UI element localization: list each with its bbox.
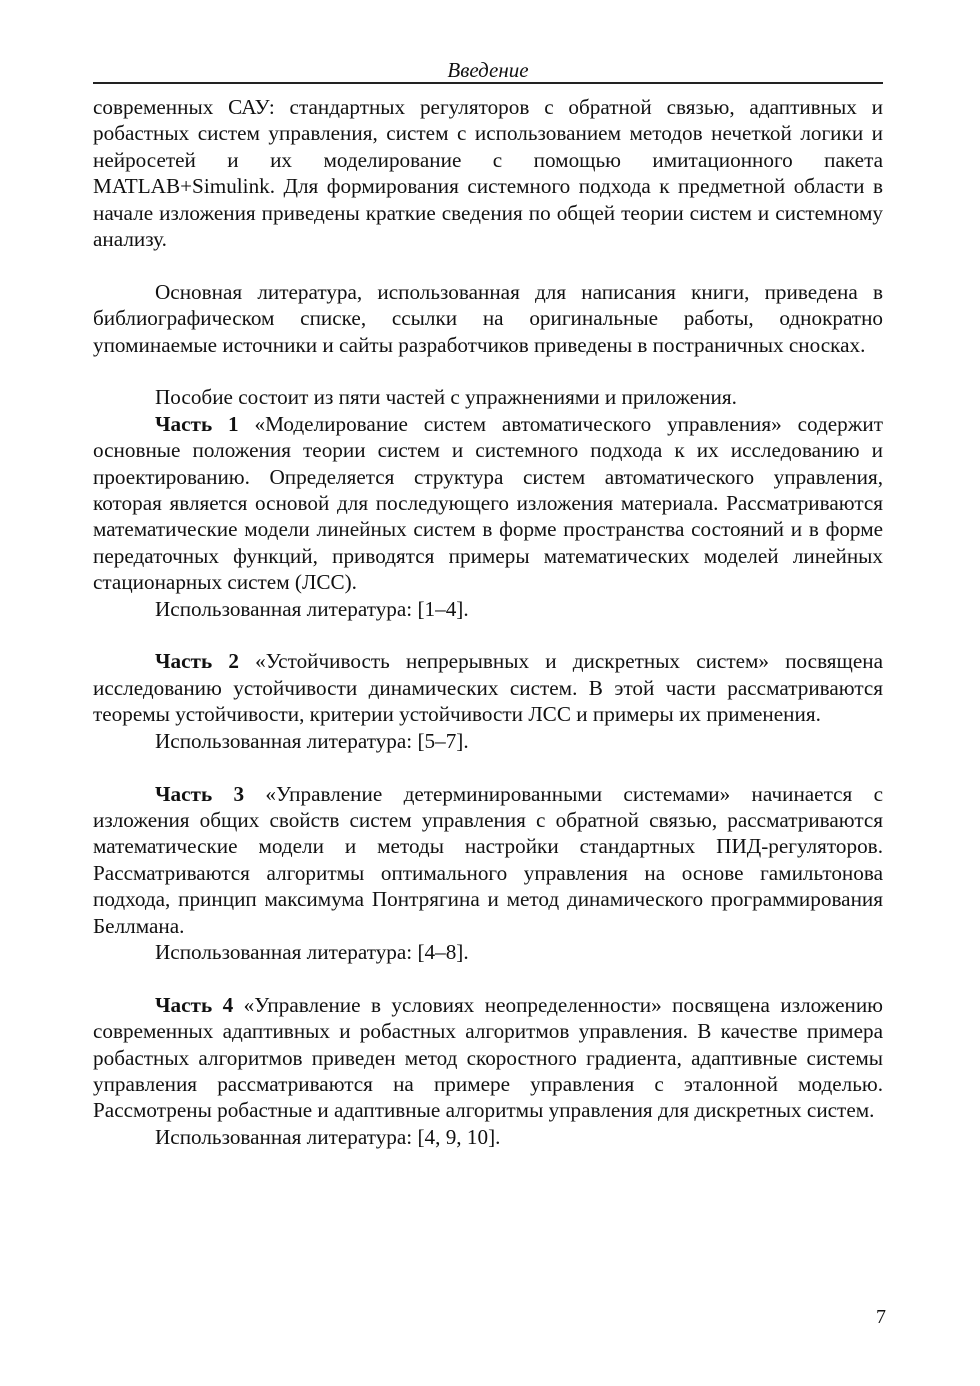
- intro-paragraph-continued: современных САУ: стандартных регуляторов с обратной связью, адаптивных и робастных систем управления, систем с использованием методов нечеткой логики и нейросетей и их моделирование с помощью имитационного пакета MATLAB+Simulink. Для формирования системного подхода к предметной области в начале изложения приведены краткие сведения по общей теории систем и системному анализу.: [93, 95, 883, 252]
- part-4-paragraph: [93, 992, 883, 1124]
- part-2-description: «Устойчивость непрерывных и дискретных систем» посвящена исследованию устойчивости динамических систем. В этой части рассматриваются теоремы устойчивости, критерии устойчивости ЛСС и примеры их применения.: [93, 649, 883, 727]
- page-number: 7: [876, 1306, 886, 1328]
- part-4-description: «Управление в условиях неопределенности» посвящена изложению современных адаптивных и робастных алгоритмов управления. В качестве примера робастных алгоритмов приведен метод скоростного градиента, адаптивные системы управления рассматриваются на примере управления с эталонной моделью. Рассмотрены робастные и адаптивные алгоритмы управления для дискретных систем.: [93, 992, 883, 1123]
- part-1-paragraph: [93, 411, 883, 596]
- part-1-literature: Использованная литература: [1–4].: [155, 596, 469, 621]
- part-3-paragraph: [93, 781, 883, 939]
- page-body: [93, 94, 883, 1150]
- literature-note-paragraph: Основная литература, использованная для написания книги, приведена в библиографическом списке, ссылки на оригинальные работы, однократно упоминаемые источники и сайты разработчиков приведены в постраничных сносках.: [93, 279, 883, 357]
- part-4-literature: Использованная литература: [4, 9, 10].: [155, 1124, 501, 1149]
- running-title: Введение: [447, 58, 529, 82]
- part-1-description: «Моделирование систем автоматического управления» содержит основные положения теории систем и системного подхода к их исследованию и проектированию. Определяется структура систем автоматического управления, которая является основой для последующего изложения материала. Рассматриваются математические модели линейных систем в форме пространства состояний и в форме передаточных функций, приводятся примеры математических моделей линейных стационарных систем (ЛСС).: [93, 411, 883, 595]
- running-header: [93, 58, 883, 84]
- part-3-literature: Использованная литература: [4–8].: [155, 939, 469, 964]
- part-2-literature: Использованная литература: [5–7].: [155, 728, 469, 753]
- part-3-title: Часть 3: [155, 781, 245, 806]
- structure-overview-paragraph: Пособие состоит из пяти частей с упражнениями и приложения.: [155, 385, 737, 410]
- part-2-title: Часть 2: [155, 649, 239, 674]
- part-1-title: Часть 1: [155, 411, 239, 436]
- part-4-title: Часть 4: [155, 992, 234, 1017]
- part-3-description: «Управление детерминированными системами» начинается с изложения общих свойств систем управления с обратной связью, рассматриваются математические модели и методы настройки стандартных ПИД-регуляторов. Рассматриваются алгоритмы оптимального управления на основе гамильтонова подхода, принцип максимума Понтрягина и метод динамического программирования Беллмана.: [93, 781, 883, 938]
- part-2-paragraph: [93, 648, 883, 727]
